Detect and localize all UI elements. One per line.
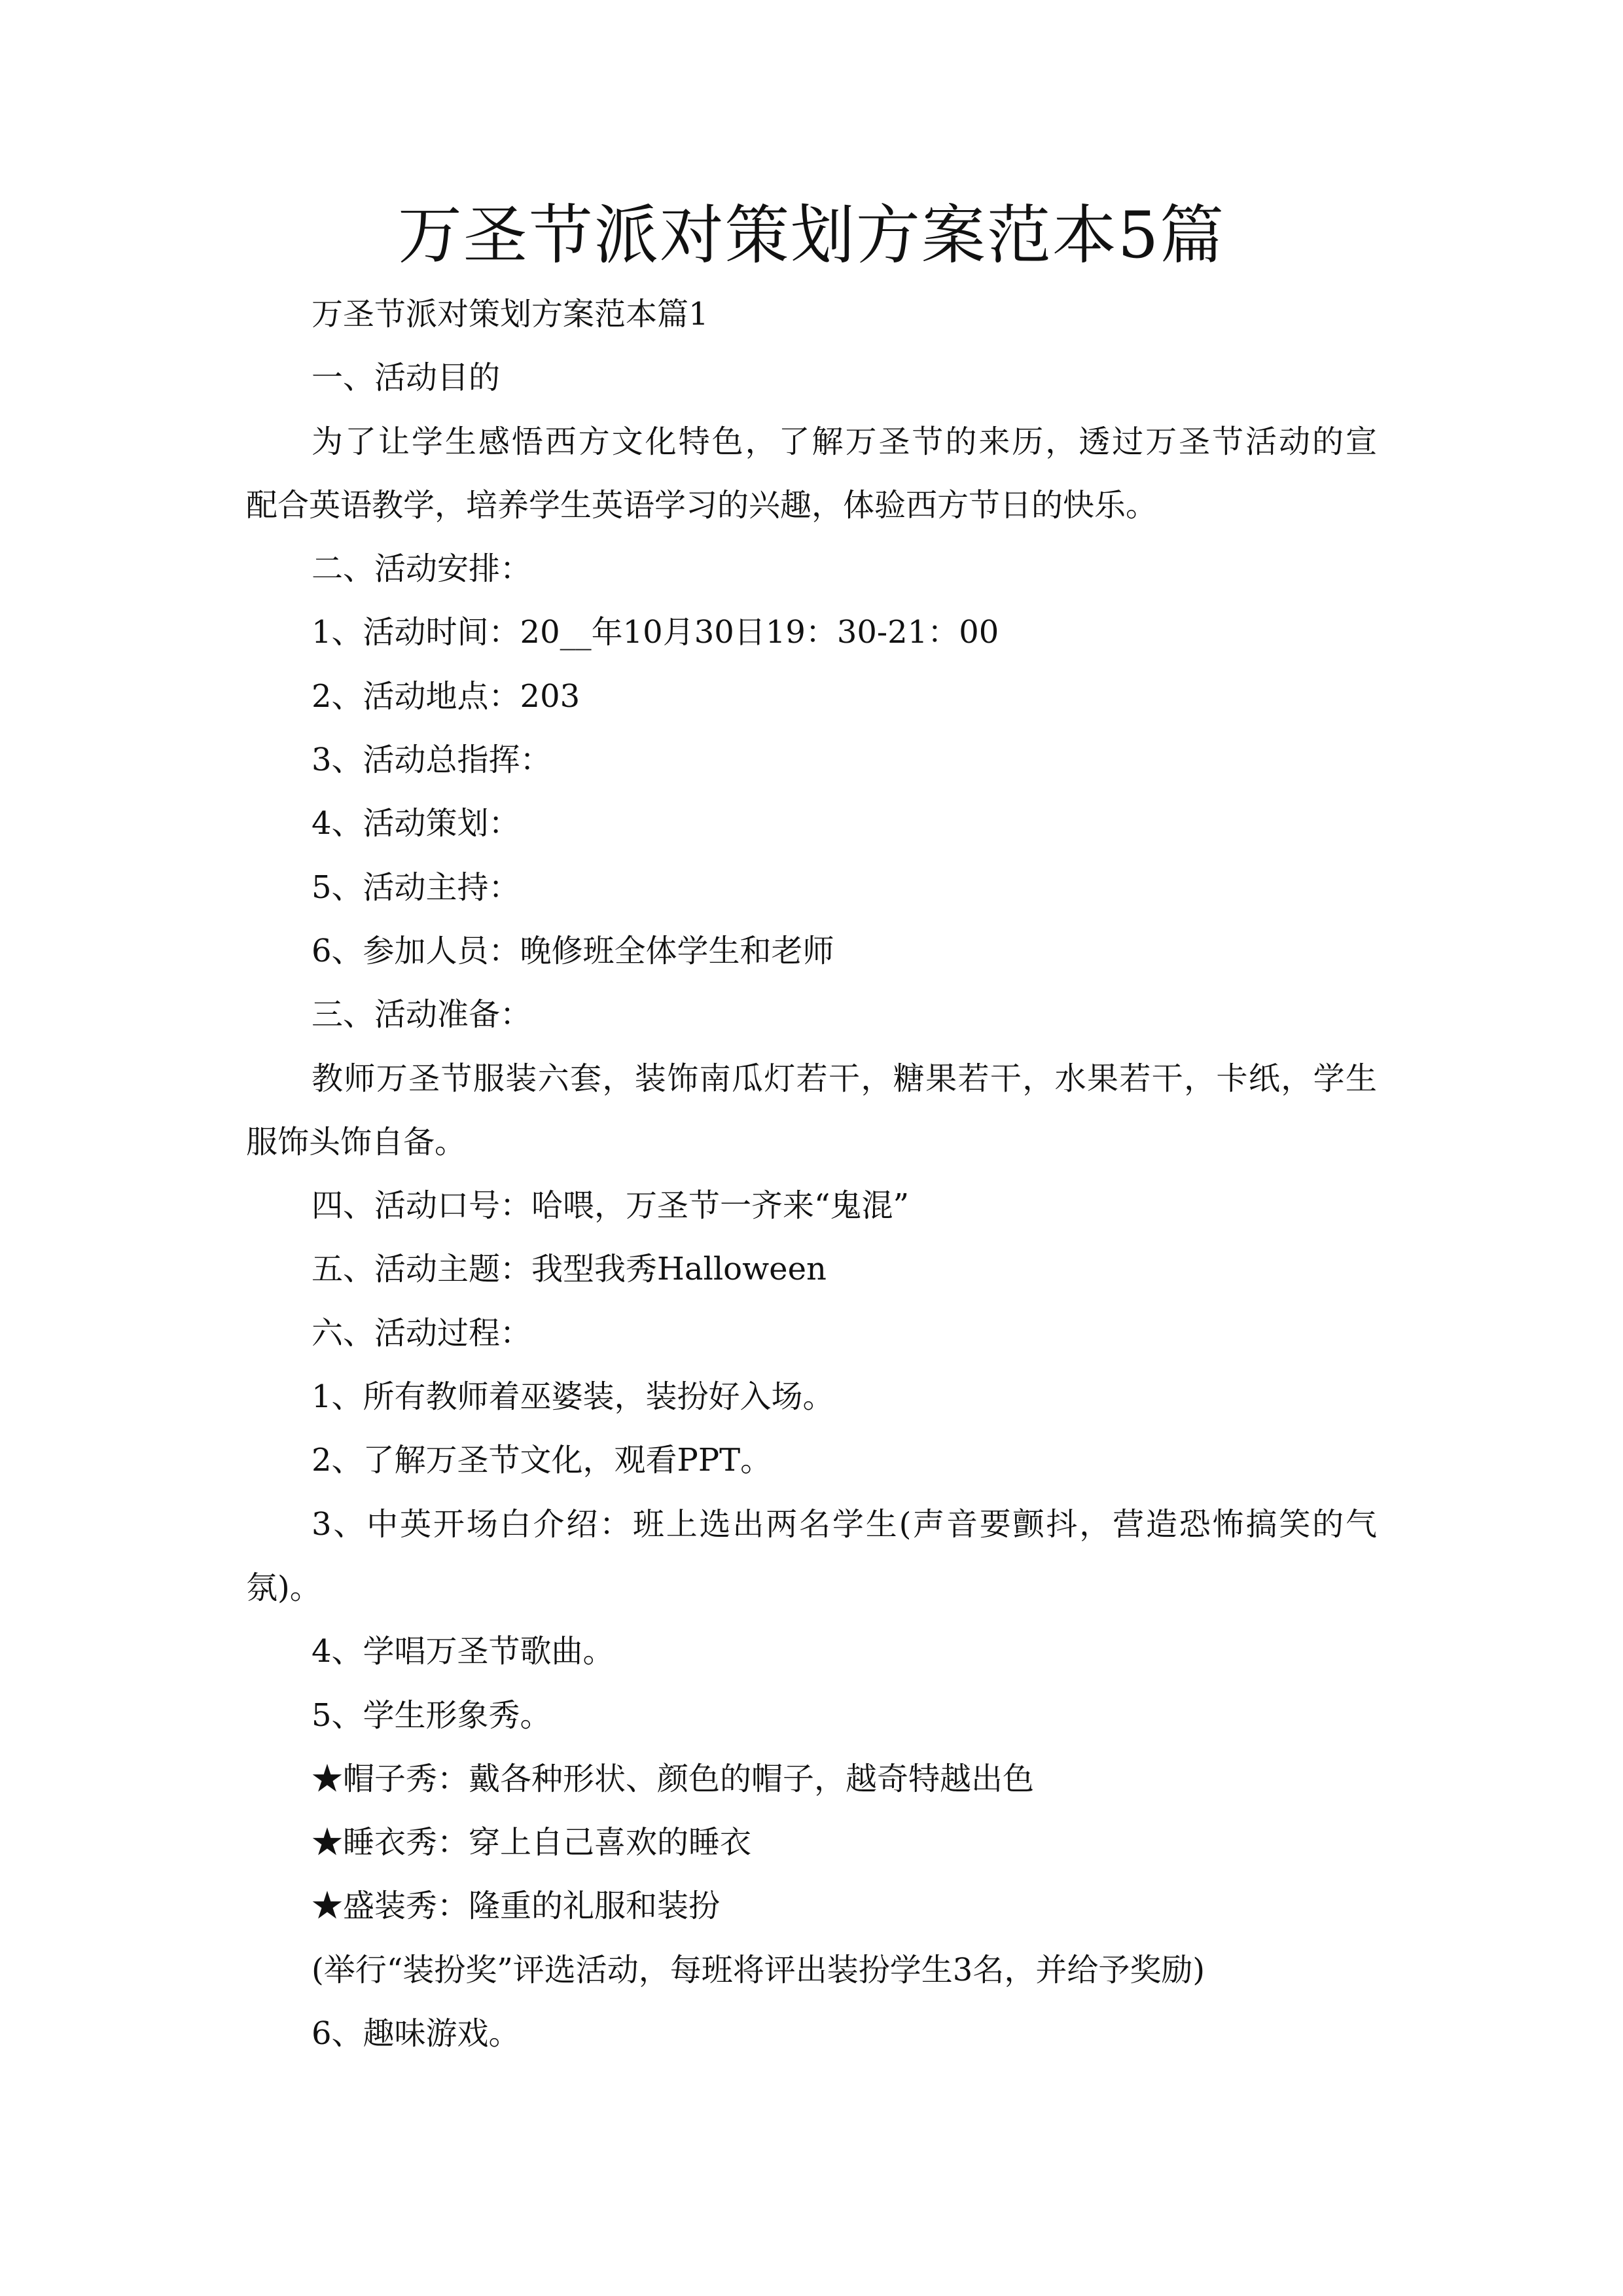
document-title: 万圣节派对策划方案范本5篇 bbox=[397, 198, 1226, 273]
list-item: 1、活动时间：20__年10月30日19：30-21：00 bbox=[312, 614, 999, 651]
section-heading: 万圣节派对策划方案范本篇1 bbox=[312, 296, 709, 332]
list-item: 3、中英开场白介绍：班上选出两名学生(声音要颤抖，营造恐怖搞笑的气 bbox=[312, 1505, 1377, 1543]
note-line: (举行“装扮奖”评选活动，每班将评出装扮学生3名，并给予奖励) bbox=[312, 1951, 1205, 1988]
list-item: 4、学唱万圣节歌曲。 bbox=[312, 1633, 615, 1670]
paragraph-line: 氛)。 bbox=[246, 1569, 321, 1606]
star-item: ★睡衣秀：穿上自己喜欢的睡衣 bbox=[312, 1824, 752, 1861]
heading-purpose: 一、活动目的 bbox=[312, 359, 501, 397]
theme-line: 五、活动主题：我型我秀Halloween bbox=[312, 1251, 827, 1288]
paragraph-line: 服饰头饰自备。 bbox=[246, 1123, 467, 1160]
heading-preparation: 三、活动准备： bbox=[312, 996, 532, 1033]
list-item: 5、学生形象秀。 bbox=[312, 1696, 552, 1734]
paragraph-line: 为了让学生感悟西方文化特色，了解万圣节的来历，透过万圣节活动的宣 bbox=[312, 423, 1377, 460]
paragraph-line: 配合英语教学，培养学生英语学习的兴趣，体验西方节日的快乐。 bbox=[246, 486, 1158, 524]
list-item: 6、趣味游戏。 bbox=[312, 2015, 520, 2053]
list-item: 5、活动主持： bbox=[312, 869, 520, 906]
list-item: 3、活动总指挥： bbox=[312, 742, 552, 779]
star-item: ★盛装秀：隆重的礼服和装扮 bbox=[312, 1888, 721, 1925]
list-item: 4、活动策划： bbox=[312, 805, 520, 842]
heading-process: 六、活动过程： bbox=[312, 1314, 532, 1352]
list-item: 1、所有教师着巫婆装，装扮好入场。 bbox=[312, 1378, 834, 1416]
list-item: 2、活动地点：203 bbox=[312, 677, 580, 715]
list-item: 2、了解万圣节文化，观看PPT。 bbox=[312, 1442, 772, 1479]
star-item: ★帽子秀：戴各种形状、颜色的帽子，越奇特越出色 bbox=[312, 1760, 1035, 1797]
heading-arrangement: 二、活动安排： bbox=[312, 550, 532, 588]
slogan-line: 四、活动口号：哈喂，万圣节一齐来“鬼混” bbox=[312, 1187, 910, 1225]
document-body bbox=[246, 283, 1377, 2066]
paragraph-line: 教师万圣节服装六套，装饰南瓜灯若干，糖果若干，水果若干，卡纸，学生 bbox=[312, 1060, 1377, 1097]
list-item: 6、参加人员：晚修班全体学生和老师 bbox=[312, 932, 834, 969]
